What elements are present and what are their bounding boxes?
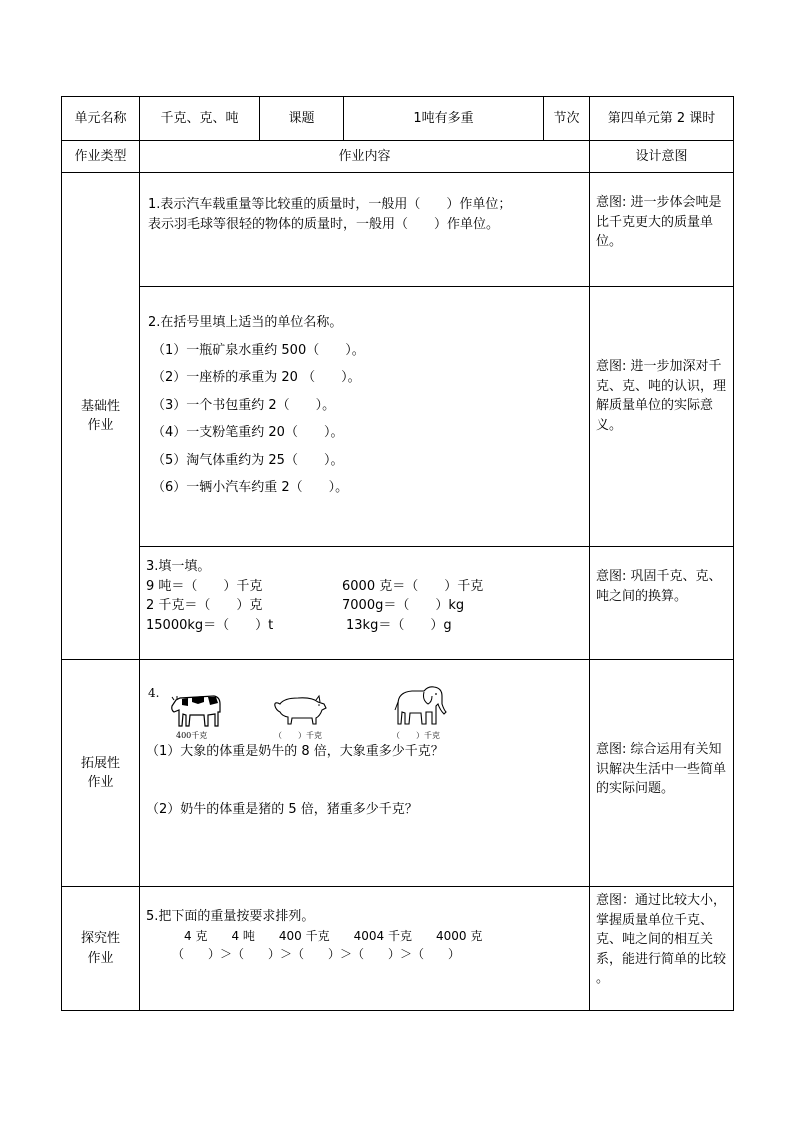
pig-icon bbox=[272, 694, 328, 726]
header-row bbox=[62, 97, 734, 141]
category-explore bbox=[62, 887, 140, 1011]
q2-item: （5）淘气体重约为 25（ ）。 bbox=[152, 452, 344, 468]
question-3 bbox=[140, 547, 590, 660]
animals-figure bbox=[146, 682, 583, 740]
q2-item: （4）一支粉笔重约 20（ ）。 bbox=[152, 425, 344, 440]
section-label: 节次 bbox=[544, 97, 590, 141]
q3-row bbox=[146, 577, 583, 597]
q4-sub-1: （1）大象的体重是奶牛的 8 倍，大象重多少千克？ bbox=[146, 744, 444, 759]
homework-table bbox=[61, 96, 734, 1011]
unit-value: 千克、克、吨 bbox=[140, 97, 260, 141]
elephant-icon bbox=[392, 682, 448, 726]
question-2-row bbox=[62, 287, 734, 547]
q5-title: 5.把下面的重量按要求排列。 bbox=[146, 909, 315, 924]
subheader-row bbox=[62, 141, 734, 173]
q2-intent: 意图: 进一步加深对千克、克、吨的认识，理解质量单位的实际意义。 bbox=[590, 287, 734, 547]
topic-label: 课题 bbox=[260, 97, 344, 141]
q1-line-2: 表示羽毛球等很轻的物体的质量时，一般用（ ）作单位。 bbox=[148, 216, 500, 232]
q5-weights: 4 克 4 吨 400 千克 4004 千克 4000 克 bbox=[184, 928, 483, 943]
category-basic-label: 基础性作业 bbox=[81, 398, 121, 433]
topic-value: 1吨有多重 bbox=[344, 97, 544, 141]
q1-line-1: 1.表示汽车载重量等比较重的质量时，一般用（ ）作单位； bbox=[148, 197, 512, 212]
section-value: 第四单元第 2 课时 bbox=[590, 97, 734, 141]
pig-caption: （ ）千克 bbox=[274, 731, 322, 740]
elephant-caption: （ ）千克 bbox=[392, 731, 440, 740]
question-2 bbox=[140, 287, 590, 547]
category-extended-label: 拓展性作业 bbox=[81, 755, 121, 790]
q3-blank: 6000 克＝（ ）千克 bbox=[342, 578, 484, 594]
q4-intent: 意图: 综合运用有关知识解决生活中一些简单的实际问题。 bbox=[590, 660, 734, 887]
content-header: 作业内容 bbox=[140, 141, 590, 173]
q2-item: （3）一个书包重约 2（ ）。 bbox=[152, 397, 336, 413]
type-header: 作业类型 bbox=[62, 141, 140, 173]
q2-title: 2.在括号里填上适当的单位名称。 bbox=[148, 315, 343, 330]
q3-intent: 意图: 巩固千克、克、吨之间的换算。 bbox=[590, 547, 734, 660]
intent-header: 设计意图 bbox=[590, 141, 734, 173]
q2-item: （6）一辆小汽车约重 2（ ）。 bbox=[152, 480, 349, 495]
q4-number: 4. bbox=[148, 686, 160, 700]
cow-caption: 400千克 bbox=[176, 731, 208, 740]
unit-label: 单元名称 bbox=[62, 97, 140, 141]
question-1 bbox=[140, 173, 590, 287]
q3-blank: 15000kg＝（ ）t bbox=[146, 617, 274, 633]
q4-sub-2: （2）奶牛的体重是猪的 5 倍，猪重多少千克？ bbox=[146, 801, 418, 817]
question-5 bbox=[140, 887, 590, 1011]
q3-row bbox=[146, 596, 583, 616]
q3-title: 3.填一填。 bbox=[146, 559, 211, 574]
q1-intent: 意图: 进一步体会吨是比千克更大的质量单位。 bbox=[590, 173, 734, 287]
q3-blank: 7000g＝（ ）kg bbox=[342, 598, 465, 613]
q3-row bbox=[146, 616, 583, 636]
q5-blanks: （ ）＞（ ）＞（ ）＞（ ）＞（ ） bbox=[172, 946, 461, 961]
q3-blank: 13kg＝（ ）g bbox=[346, 617, 452, 633]
question-1-row bbox=[62, 173, 734, 287]
category-basic bbox=[62, 173, 140, 660]
cow-icon bbox=[170, 688, 224, 728]
q3-blank: 9 吨＝（ ）千克 bbox=[146, 578, 263, 594]
question-4-row bbox=[62, 660, 734, 887]
q2-item: （2）一座桥的承重为 20 （ ）。 bbox=[152, 370, 361, 385]
question-5-row bbox=[62, 887, 734, 1011]
q2-item: （1）一瓶矿泉水重约 500（ ）。 bbox=[152, 342, 365, 358]
category-extended bbox=[62, 660, 140, 887]
q3-blank: 2 千克＝（ ）克 bbox=[146, 598, 263, 613]
question-4 bbox=[140, 660, 590, 887]
q5-intent: 意图：通过比较大小，掌握质量单位千克、克、吨之间的相互关系，能进行简单的比较 。 bbox=[590, 887, 734, 1011]
category-explore-label: 探究性作业 bbox=[81, 931, 121, 966]
question-3-row bbox=[62, 547, 734, 660]
